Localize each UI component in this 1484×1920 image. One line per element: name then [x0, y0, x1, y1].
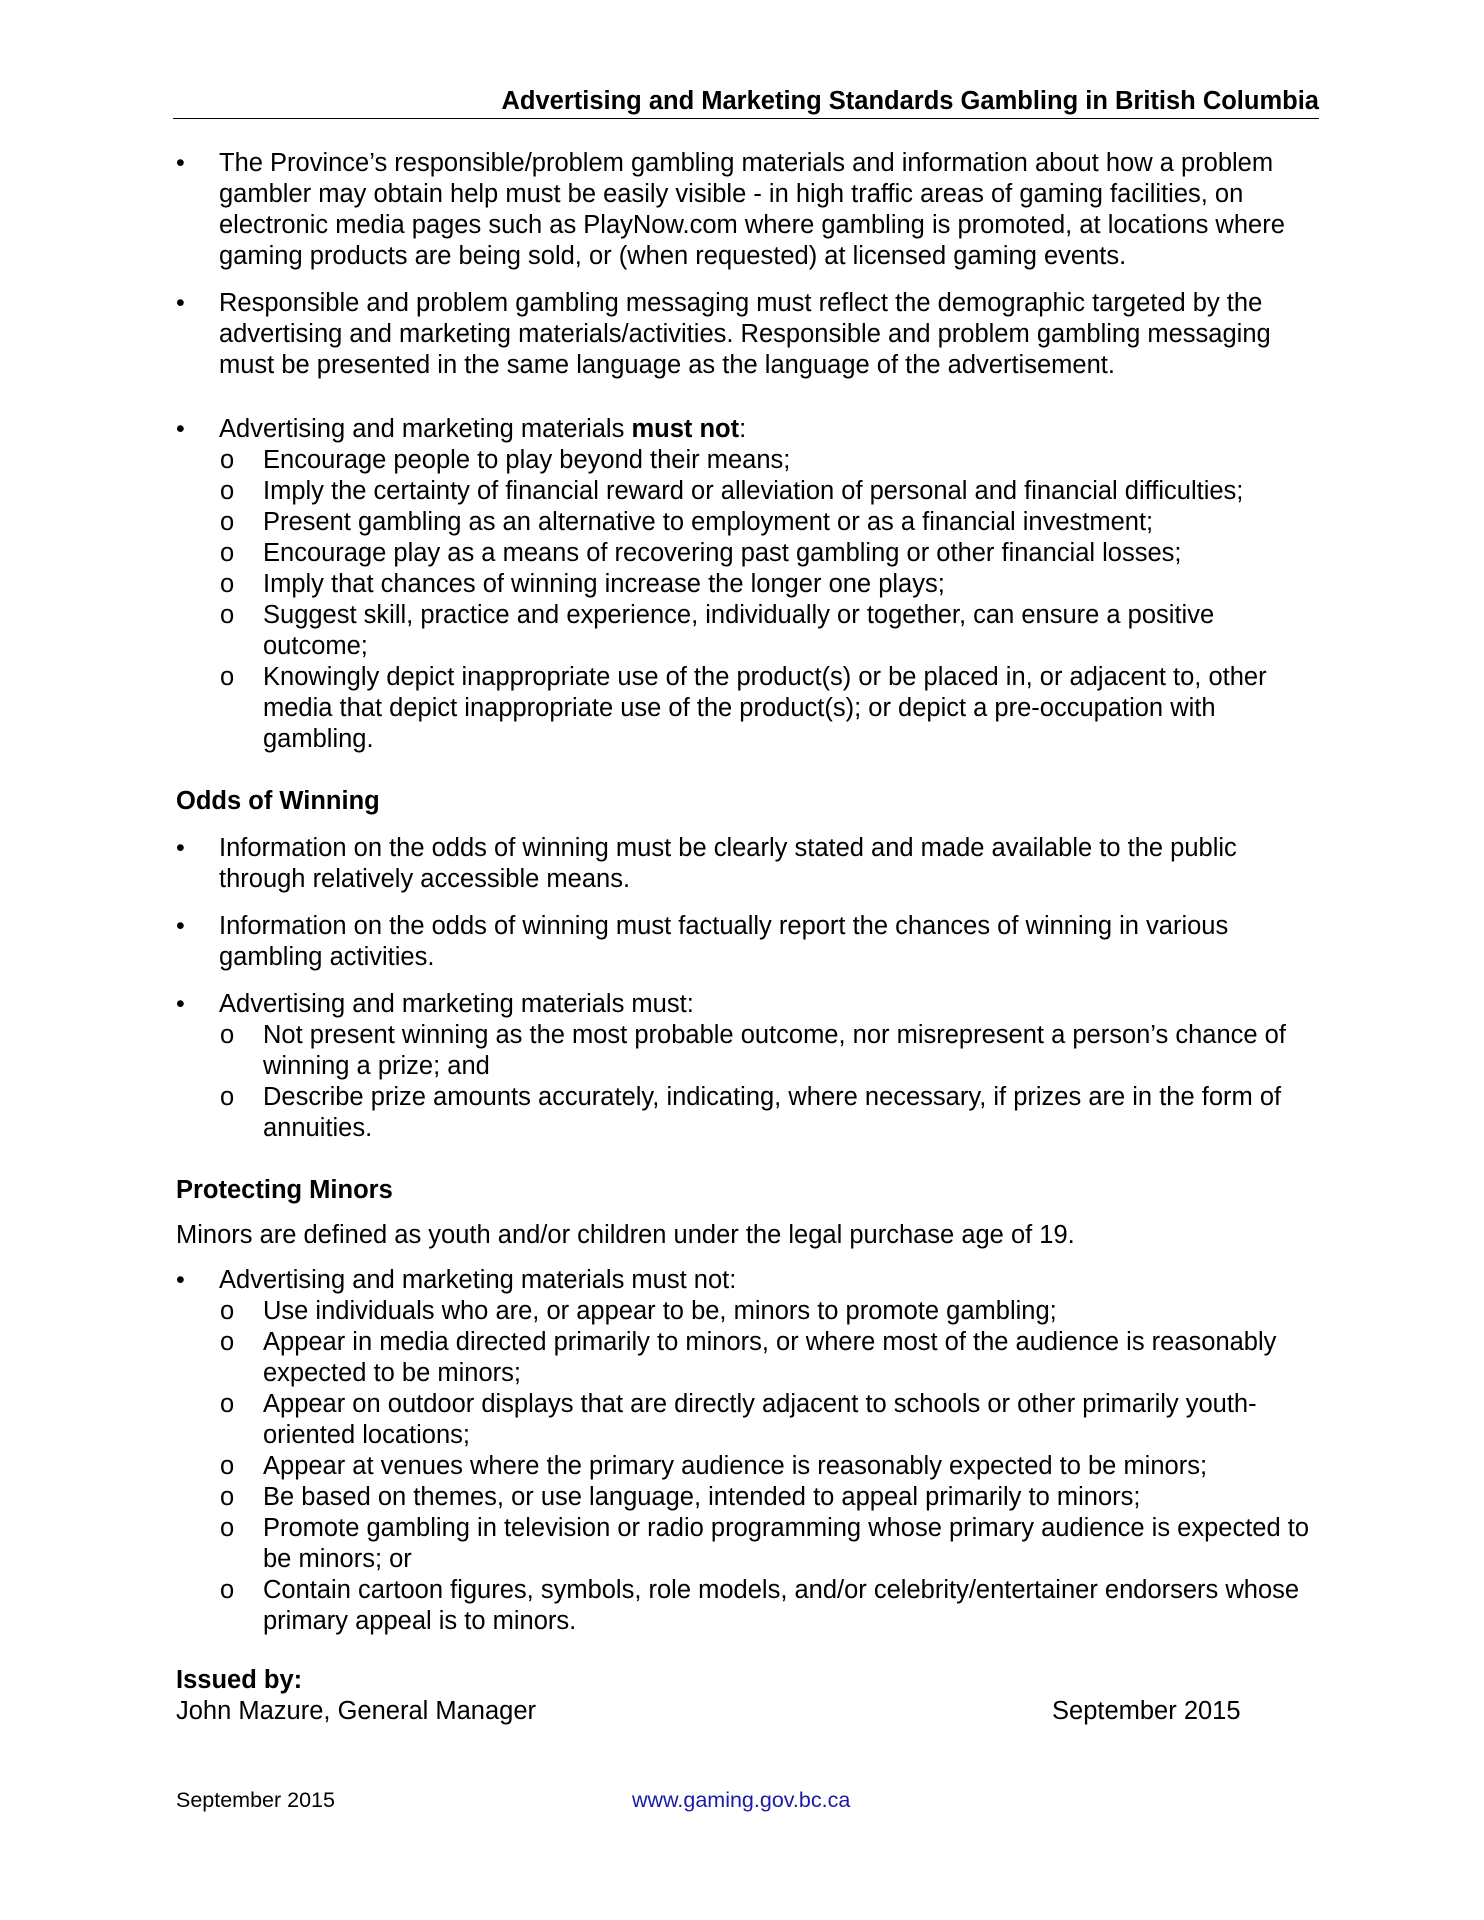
list-item: • Responsible and problem gambling messaging must reflect the demographic targeted by the advertising and marketing materials/activities. Responsible and problem gambling messaging must be presented in the same language as the language of the advertisement. — [176, 288, 1319, 381]
must-not-prefix: Advertising and marketing materials — [219, 415, 632, 443]
section-heading-odds: Odds of Winning — [176, 787, 380, 815]
list-item: • Information on the odds of winning must factually report the chances of winning in various gambling activities. — [176, 911, 1319, 973]
must-not-emphasis: must not — [631, 415, 740, 443]
signature-row — [176, 1696, 1319, 1727]
sub-list-item: o Knowingly depict inappropriate use of the product(s) or be placed in, or adjacent to, other media that depict inappropriate use of the product(s); or depict a pre-occupation with gambling. — [176, 662, 1319, 755]
page-header — [173, 84, 1319, 119]
sub-list-item: o Imply the certainty of financial reward or alleviation of personal and financial difficulties; — [176, 476, 1319, 507]
sub-list-item: o Be based on themes, or use language, intended to appeal primarily to minors; — [176, 1482, 1319, 1513]
sub-list-item: o Suggest skill, practice and experience, individually or together, can ensure a positive outcome; — [176, 600, 1319, 662]
sub-list-item: o Promote gambling in television or radio programming whose primary audience is expected to be minors; or — [176, 1513, 1319, 1575]
sub-list-item: o Appear at venues where the primary audience is reasonably expected to be minors; — [176, 1451, 1319, 1482]
section-heading-minors: Protecting Minors — [176, 1176, 393, 1204]
footer-link[interactable]: www.gaming.gov.bc.ca — [632, 1788, 851, 1812]
sub-list-item: o Imply that chances of winning increase the longer one plays; — [176, 569, 1319, 600]
sub-list-item: o Encourage people to play beyond their means; — [176, 445, 1319, 476]
list-item: • The Province’s responsible/problem gambling materials and information about how a problem gambler may obtain help must be easily visible - in high traffic areas of gaming facilities, on electronic media pages such as PlayNow.com where gambling is promoted, at locations where gaming products are being sold, or (when requested) at licensed gaming events. — [176, 148, 1319, 272]
sub-list-item: o Use individuals who are, or appear to be, minors to promote gambling; — [176, 1296, 1319, 1327]
footer-date: September 2015 — [176, 1788, 335, 1812]
issued-by-label: Issued by: — [176, 1666, 303, 1694]
sub-list-item: o Appear in media directed primarily to minors, or where most of the audience is reasonably expected to be minors; — [176, 1327, 1319, 1389]
sub-list-item: o Present gambling as an alternative to employment or as a financial investment; — [176, 507, 1319, 538]
document-body — [176, 148, 1319, 1727]
sub-list-item: o Encourage play as a means of recovering past gambling or other financial losses; — [176, 538, 1319, 569]
page-header-title: Advertising and Marketing Standards Gambling in British Columbia — [501, 87, 1319, 115]
sub-list-item: o Appear on outdoor displays that are directly adjacent to schools or other primarily youth-oriented locations; — [176, 1389, 1319, 1451]
issued-date: September 2015 — [1052, 1697, 1241, 1725]
list-item: • Advertising and marketing materials must not: — [176, 1265, 1319, 1296]
must-not-suffix: : — [739, 415, 747, 443]
list-item-must-not — [176, 414, 1319, 445]
sub-list-item: o Contain cartoon figures, symbols, role models, and/or celebrity/entertainer endorsers whose primary appeal is to minors. — [176, 1575, 1319, 1637]
list-item: • Information on the odds of winning must be clearly stated and made available to the public through relatively accessible means. — [176, 833, 1319, 895]
sub-list-item: o Describe prize amounts accurately, indicating, where necessary, if prizes are in the form of annuities. — [176, 1082, 1319, 1144]
sub-list-item: o Not present winning as the most probable outcome, nor misrepresent a person’s chance of winning a prize; and — [176, 1020, 1319, 1082]
issuer-name: John Mazure, General Manager — [176, 1697, 537, 1725]
minors-definition: Minors are defined as youth and/or children under the legal purchase age of 19. — [176, 1221, 1075, 1249]
list-item: • Advertising and marketing materials must: — [176, 989, 1319, 1020]
